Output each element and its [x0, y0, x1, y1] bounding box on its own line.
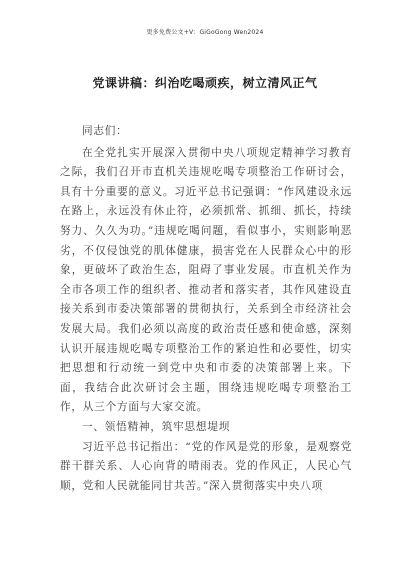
greeting: 同志们： — [82, 125, 128, 137]
header-note: 更多免费公文+V：GiGoGong Wen2024 — [146, 29, 264, 36]
paragraph: 习近平总书记指出：“党的作风是党的形象，是观察党群干群关系、人心向背的晴雨表。党的作风正，人民心气顺，党和人民就能同甘共苦。”深入贯彻落实中央八项 — [60, 440, 352, 492]
document-title: 党课讲稿：纠治吃喝顽疾，树立清风正气 — [92, 76, 318, 90]
document-body — [60, 122, 352, 496]
section-heading: 一、领悟精神，筑牢思想堤坝 — [82, 420, 231, 433]
paragraph: 在全党扎实开展深入贯彻中央八项规定精神学习教育之际，我们召开市直机关违规吃喝专项整治工作研讨会，具有十分重要的意义。习近平总书记强调：“作风建设永远在路上，永远没有休止符，必须抓常、抓细、抓长，持续努力、久久为功。”违规吃喝问题，看似事小，实则影响恶劣，不仅侵蚀党的肌体健康，损害党在人民群众心中的形象，更破坏了政治生态，阻碍了事业发展。市直机关作为全市各项工作的组织者、推动者和落实者，其作风建设直接关系到市委决策部署的贯彻执行，关系到全市经济社会发展大局。我们必须以高度的政治责任感和使命感，深刻认识开展违规吃喝专项整治工作的紧迫性和必要性，切实把思想和行动统一到党中央和市委的决策部署上来。下面，我结合此次研讨会主题，围绕违规吃喝专项整治工作，从三个方面与大家交流。 — [60, 146, 352, 414]
